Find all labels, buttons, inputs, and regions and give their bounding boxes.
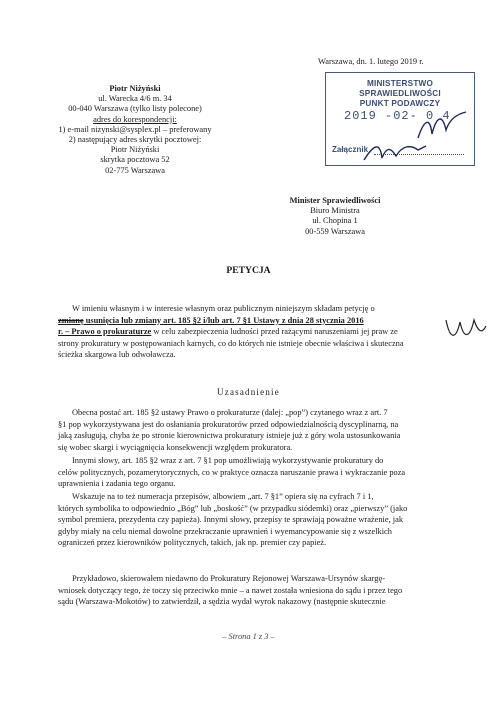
intro-line-4: strony prokuratury w postępowaniach karnych, co do których nie istnieje obecnie właściwa i skuteczna	[58, 338, 404, 348]
stamp-line-1: MINISTERSTWO SPRAWIEDLIWOŚCI	[359, 79, 441, 98]
p2-line: Innymi słowy, art. 185 §2 wraz z art. 7 §1 pop umożliwiają wykorzystywanie prokuratury do	[72, 456, 384, 465]
body-paragraph-3	[58, 491, 436, 549]
intro-line-3-rest: w celu zabezpieczenia ludności przed rażącymi naruszeniami jej praw ze	[151, 327, 398, 337]
body-paragraph-2	[58, 455, 436, 490]
p4-line: Przykładowo, skierowałem niedawno do Prokuratury Rejonowej Warszawa-Ursynów skargę-	[72, 574, 385, 583]
correspondence-city: 02-775 Warszawa	[105, 165, 165, 175]
stamp-line-2: PUNKT PODAWCZY	[359, 99, 441, 108]
p2-line: celów politycznych, pozamerytorycznych, co w praktyce oznacza naruszanie prawa i wykraczanie poza	[58, 467, 406, 477]
intro-line-2	[58, 315, 436, 327]
sender-name: Piotr Niżyński	[109, 84, 161, 93]
intro-line-5: ścieżka skargowa lub odwoławcza.	[58, 350, 176, 360]
recipient-city: 00-559 Warszawa	[305, 226, 365, 236]
sender-city: 00-040 Warszawa (tylko listy polecone)	[68, 104, 202, 114]
p1-line: się wobec skargi i wyciągnięcia konsekwencji względem prokuratora.	[58, 442, 293, 452]
correspondence-heading: adres do korespondencji:	[93, 114, 177, 124]
petition-intro	[58, 303, 436, 361]
stamp-date: 2019 -02- 0 4	[344, 109, 451, 123]
sender-street: ul. Warecka 4/6 m. 34	[98, 94, 172, 104]
page-footer: – Strona 1 z 3 –	[222, 632, 275, 641]
recipient-office: Biuro Ministra	[310, 206, 360, 216]
intro-line-1: W imieniu własnym i w interesie własnym oraz publicznym niniejszym składam petycję o	[72, 304, 375, 313]
handwritten-signature	[360, 138, 430, 168]
p3-line: Wskazuje na to też numeracja przepisów, albowiem „art. 7 §1” opiera się na cyfrach 7 i 1,	[72, 492, 374, 501]
sender-block	[50, 84, 220, 176]
p4-line: wniosek dotyczący tego, że toczy się przeciwko mnie – a nawet została wniesiona do sądu i przez tego	[58, 585, 403, 595]
p1-line: Obecna postać art. 185 §2 ustawy Prawo o prokuraturze (dalej: „pop”) czytanego wraz z art. 7	[72, 408, 388, 417]
p1-line: §1 pop wykorzystywana jest do osłaniania prokuratorów przed odpowiedzialnością dyscyplinarną, na	[58, 419, 399, 429]
stamp-attachment-label: Załącznik	[332, 145, 369, 154]
recipient-block	[270, 196, 400, 237]
margin-handwritten-mark	[442, 312, 488, 346]
p3-line: gdyby miały na celu niemal dowolne przekraczanie uprawnień i wyemancypowanie się z wszelkich	[58, 526, 392, 536]
p4-line: sądu (Warszawa-Mokotów) to zatwierdził, a sędzia wydał wyrok nakazowy (następnie skutecznie	[58, 597, 386, 607]
document-title: PETYCJA	[226, 265, 271, 276]
intro-struck-word: zmianę	[58, 315, 84, 325]
recipient-street: ul. Chopina 1	[312, 216, 358, 226]
body-paragraph-1	[58, 407, 436, 453]
p3-line: których symbolika to odpowiednio „Bóg” lub „boskość” (w przypadku siódemki) oraz „pierwszy” (jako	[58, 503, 408, 513]
intro-line-3	[58, 326, 436, 338]
intro-act-title: r. – Prawo o prokuraturze	[58, 327, 152, 337]
correspondence-email: 1) e-mail nizynski@sysplex.pl – preferowany	[58, 124, 212, 134]
correspondence-name: Piotr Niżyński	[110, 145, 160, 155]
p1-line: jaką zasługują, chyba że po stronie kierownictwa prokuratury istnieje już z góry wola ustosunkowania	[58, 431, 401, 441]
p2-line: uprawnienia i zadania tego organu.	[58, 479, 176, 489]
place-date: Warszawa, dn. 1. lutego 2019 r.	[318, 57, 424, 66]
section-title: Uzasadnienie	[217, 387, 280, 397]
correspondence-box: skrytka pocztowa 52	[100, 155, 170, 165]
recipient-name: Minister Sprawiedliwości	[289, 196, 381, 205]
p3-line: symbol premiera, prezydenta czy papieża). Innymi słowy, przepisy te sprawiają poważne wrażenie, jak	[58, 515, 404, 525]
body-paragraph-4	[58, 573, 436, 608]
p3-line: ograniczeń przez kierowników politycznych, takich, jak np. premier czy papież.	[58, 538, 327, 548]
intro-line-2-rest: usunięcia lub zmiany art. 185 §2 i/lub art. 7 §1 Ustawy z dnia 28 stycznia 2016	[83, 315, 364, 325]
correspondence-mailbox-intro: 2) następujący adres skrytki pocztowej:	[68, 135, 202, 145]
